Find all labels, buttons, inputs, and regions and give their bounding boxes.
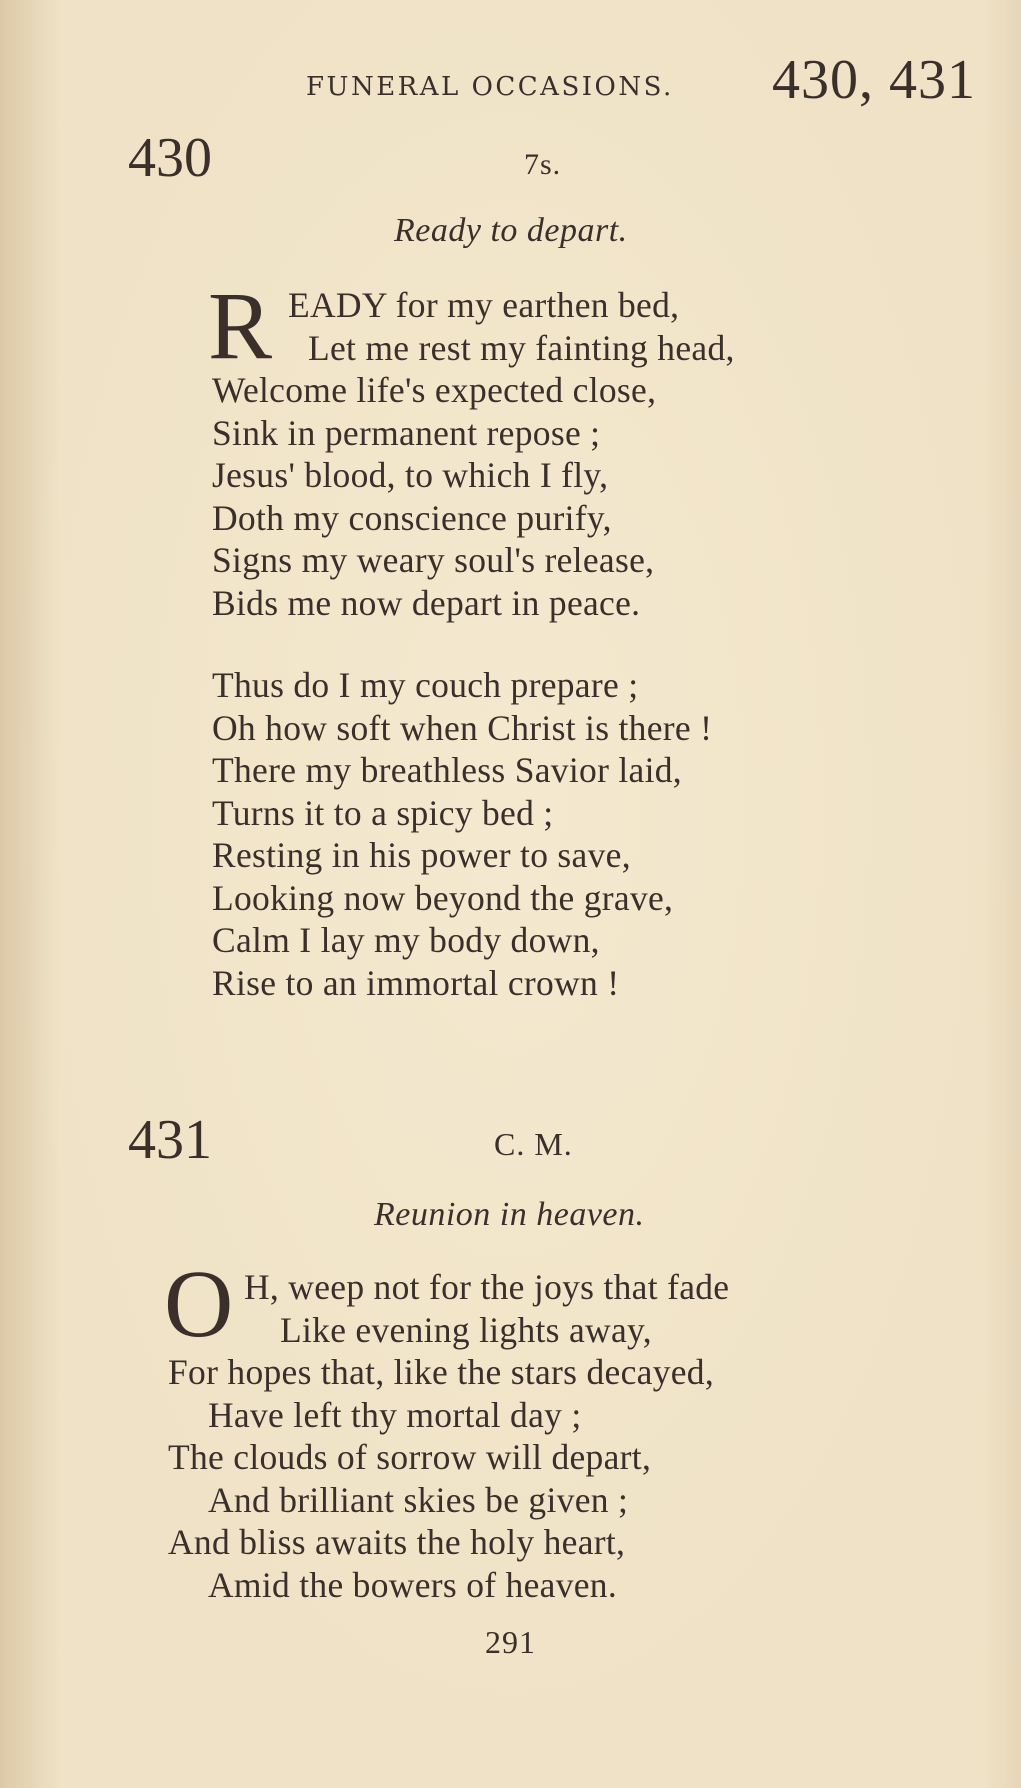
verse-line: Resting in his power to save,: [212, 835, 631, 875]
verse-line: Doth my conscience purify,: [212, 497, 612, 538]
hymn-range: 430, 431: [772, 49, 976, 111]
verse-line: Sink in permanent repose ;: [212, 412, 601, 453]
verse-line: Thus do I my couch prepare ;: [212, 665, 639, 705]
verse-line: Jesus' blood, to which I fly,: [212, 455, 609, 495]
hymn-meter: C. M.: [494, 1126, 573, 1162]
verse-line: Oh how soft when Christ is there !: [212, 707, 713, 748]
verse-line: Let me rest my fainting head,: [308, 327, 735, 368]
hymn-title: Reunion in heaven.: [374, 1196, 645, 1233]
verse-line: There my breathless Savior laid,: [212, 750, 682, 790]
page-header: [0, 48, 980, 118]
verse-line: For hopes that, like the stars decayed,: [168, 1352, 715, 1392]
stanza-2: [212, 664, 712, 1004]
verse-line: EADY for my earthen bed,: [288, 285, 680, 325]
page-number: 291: [485, 1624, 536, 1660]
verse-line: Signs my weary soul's release,: [212, 540, 655, 580]
verse-line: And brilliant skies be given ;: [208, 1479, 629, 1520]
stanza-1: [212, 284, 735, 624]
stanza-1: [168, 1266, 729, 1606]
hymn-number: 431: [128, 1109, 212, 1171]
verse-line: Amid the bowers of heaven.: [208, 1564, 618, 1605]
verse-line: And bliss awaits the holy heart,: [168, 1522, 626, 1562]
verse-line: Turns it to a spicy bed ;: [212, 792, 554, 833]
running-head: FUNERAL OCCASIONS.: [306, 72, 674, 102]
hymn-meter: 7s.: [524, 148, 562, 181]
drop-cap: O: [164, 1250, 234, 1357]
hymn-title: Ready to depart.: [394, 212, 628, 249]
verse-line: H, weep not for the joys that fade: [244, 1267, 730, 1307]
verse-line: Like evening lights away,: [280, 1309, 652, 1350]
verse-line: Have left thy mortal day ;: [208, 1394, 582, 1435]
verse-line: Calm I lay my body down,: [212, 920, 600, 960]
verse-line: Welcome life's expected close,: [212, 370, 657, 410]
verse-line: Rise to an immortal crown !: [212, 962, 620, 1003]
verse-line: Bids me now depart in peace.: [212, 582, 641, 623]
verse-line: The clouds of sorrow will depart,: [168, 1437, 652, 1477]
verse-line: Looking now beyond the grave,: [212, 877, 674, 918]
drop-cap: R: [208, 272, 273, 379]
hymn-number: 430: [128, 127, 212, 189]
